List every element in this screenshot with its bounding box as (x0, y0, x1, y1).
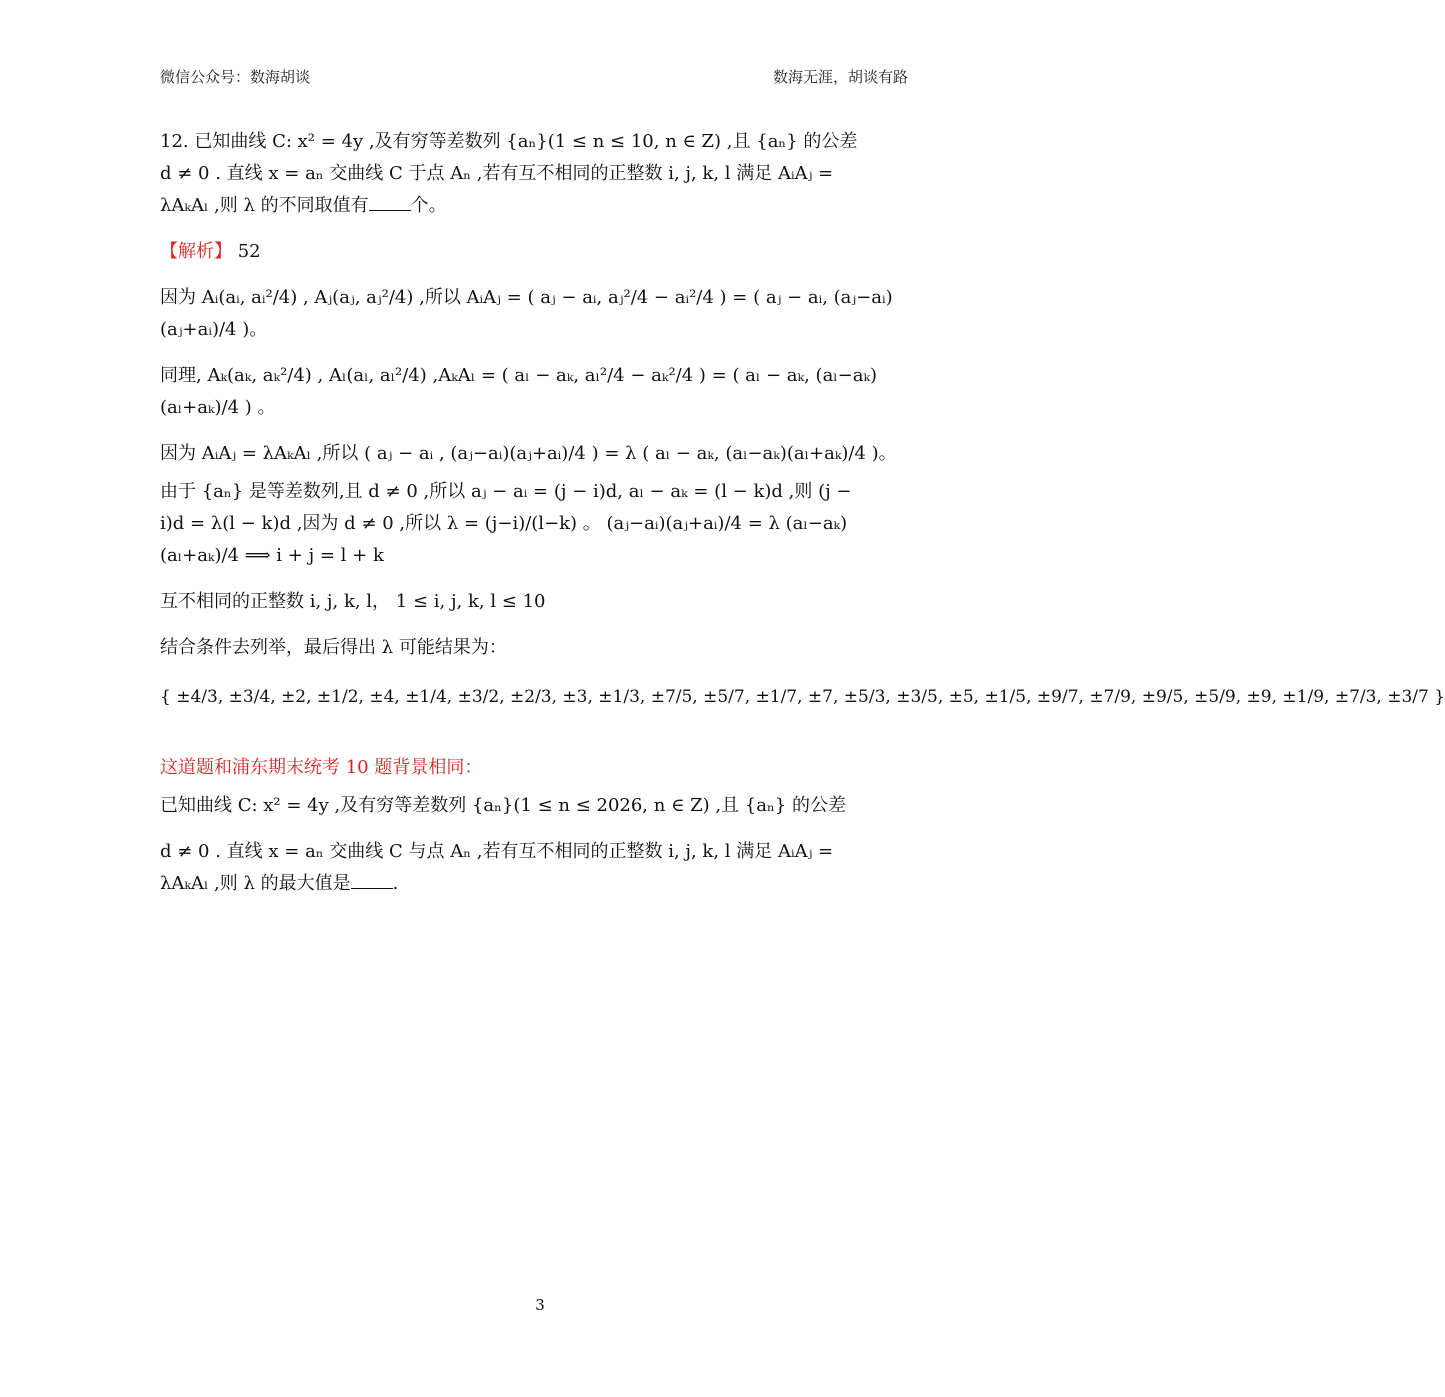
document-body (160, 126, 1445, 900)
problem-line-3 (160, 190, 900, 222)
solution-step-4b: i)d = λ(l − k)d ,因为 d ≠ 0 ,所以 λ = (j−i)/(l−k) 。 (aⱼ−aᵢ)(aⱼ+aᵢ)/4 = λ (aₗ−aₖ)(aₗ+aₖ)/4 ⟹ i + j = l + k (160, 513, 848, 566)
solution-step-1: 因为 Aᵢ(aᵢ, aᵢ²/4) , Aⱼ(aⱼ, aⱼ²/4) ,所以 AᵢAⱼ = ( aⱼ − aᵢ, aⱼ²/4 − aᵢ²/4 ) = ( aⱼ − aᵢ, (aⱼ−aᵢ)(aⱼ+aᵢ)/4 )。 (160, 287, 893, 340)
related-title: 这道题和浦东期末统考 10 题背景相同： (160, 757, 483, 778)
related-line-1: 已知曲线 C: x² = 4y ,及有穷等差数列 {aₙ}(1 ≤ n ≤ 2026, n ∈ Z) ,且 {aₙ} 的公差 (160, 795, 846, 816)
solution-label: 【解析】 (160, 241, 232, 262)
problem-line-3-end: 个。 (410, 195, 447, 216)
related-line-2: d ≠ 0 . 直线 x = aₙ 交曲线 C 与点 Aₙ ,若有互不相同的正整数 i, j, k, l 满足 AᵢAⱼ = (160, 841, 834, 862)
related-answer-blank (351, 870, 393, 889)
related-line-3-end: . (392, 873, 399, 894)
solution-heading (160, 236, 900, 268)
header-left: 微信公众号：数海胡谈 (160, 68, 311, 86)
solution-step-3: 因为 AᵢAⱼ = λAₖAₗ ,所以 ( aⱼ − aᵢ , (aⱼ−aᵢ)(aⱼ+aᵢ)/4 ) = λ ( aₗ − aₖ, (aₗ−aₖ)(aₗ+aₖ)/4 )。 (160, 443, 897, 464)
related-line-3-text: λAₖAₗ ,则 λ 的最大值是 (160, 873, 351, 894)
solution-step-6: 结合条件去列举，最后得出 λ 可能结果为： (160, 637, 507, 658)
solution-step-4a: 由于 {aₙ} 是等差数列,且 d ≠ 0 ,所以 aⱼ − aᵢ = (j − i)d, aₗ − aₖ = (l − k)d ,则 (j − (160, 481, 852, 502)
solution-step-5: 互不相同的正整数 i, j, k, l， 1 ≤ i, j, k, l ≤ 10 (160, 591, 546, 612)
lambda-value-set: { ±4/3, ±3/4, ±2, ±1/2, ±4, ±1/4, ±3/2, ±2/3, ±3, ±1/3, ±7/5, ±5/7, ±1/7, ±7, ±5/3, ±3/5, ±5, ±1/5, ±9/7, ±7/9, ±9/5, ±5/9, ±9, ±1/9, ±7/3, ±3/7 } (160, 687, 1445, 707)
page-number: 3 (535, 1296, 545, 1314)
header-right: 数海无涯，胡谈有路 (772, 68, 908, 86)
problem-line-3-text: λAₖAₗ ,则 λ 的不同取值有 (160, 195, 369, 216)
solution-step-2: 同理, Aₖ(aₖ, aₖ²/4) , Aₗ(aₗ, aₗ²/4) ,AₖAₗ = ( aₗ − aₖ, aₗ²/4 − aₖ²/4 ) = ( aₗ − aₖ, (aₗ−aₖ)(aₗ+aₖ)/4 ) 。 (160, 365, 878, 418)
solution-answer: 52 (237, 241, 261, 262)
answer-blank (369, 192, 411, 211)
problem-line-2: d ≠ 0 . 直线 x = aₙ 交曲线 C 于点 Aₙ ,若有互不相同的正整数 i, j, k, l 满足 AᵢAⱼ = (160, 163, 834, 184)
related-line-3 (160, 868, 900, 900)
problem-line-1: 12. 已知曲线 C: x² = 4y ,及有穷等差数列 {aₙ}(1 ≤ n ≤ 10, n ∈ Z) ,且 {aₙ} 的公差 (160, 131, 858, 152)
